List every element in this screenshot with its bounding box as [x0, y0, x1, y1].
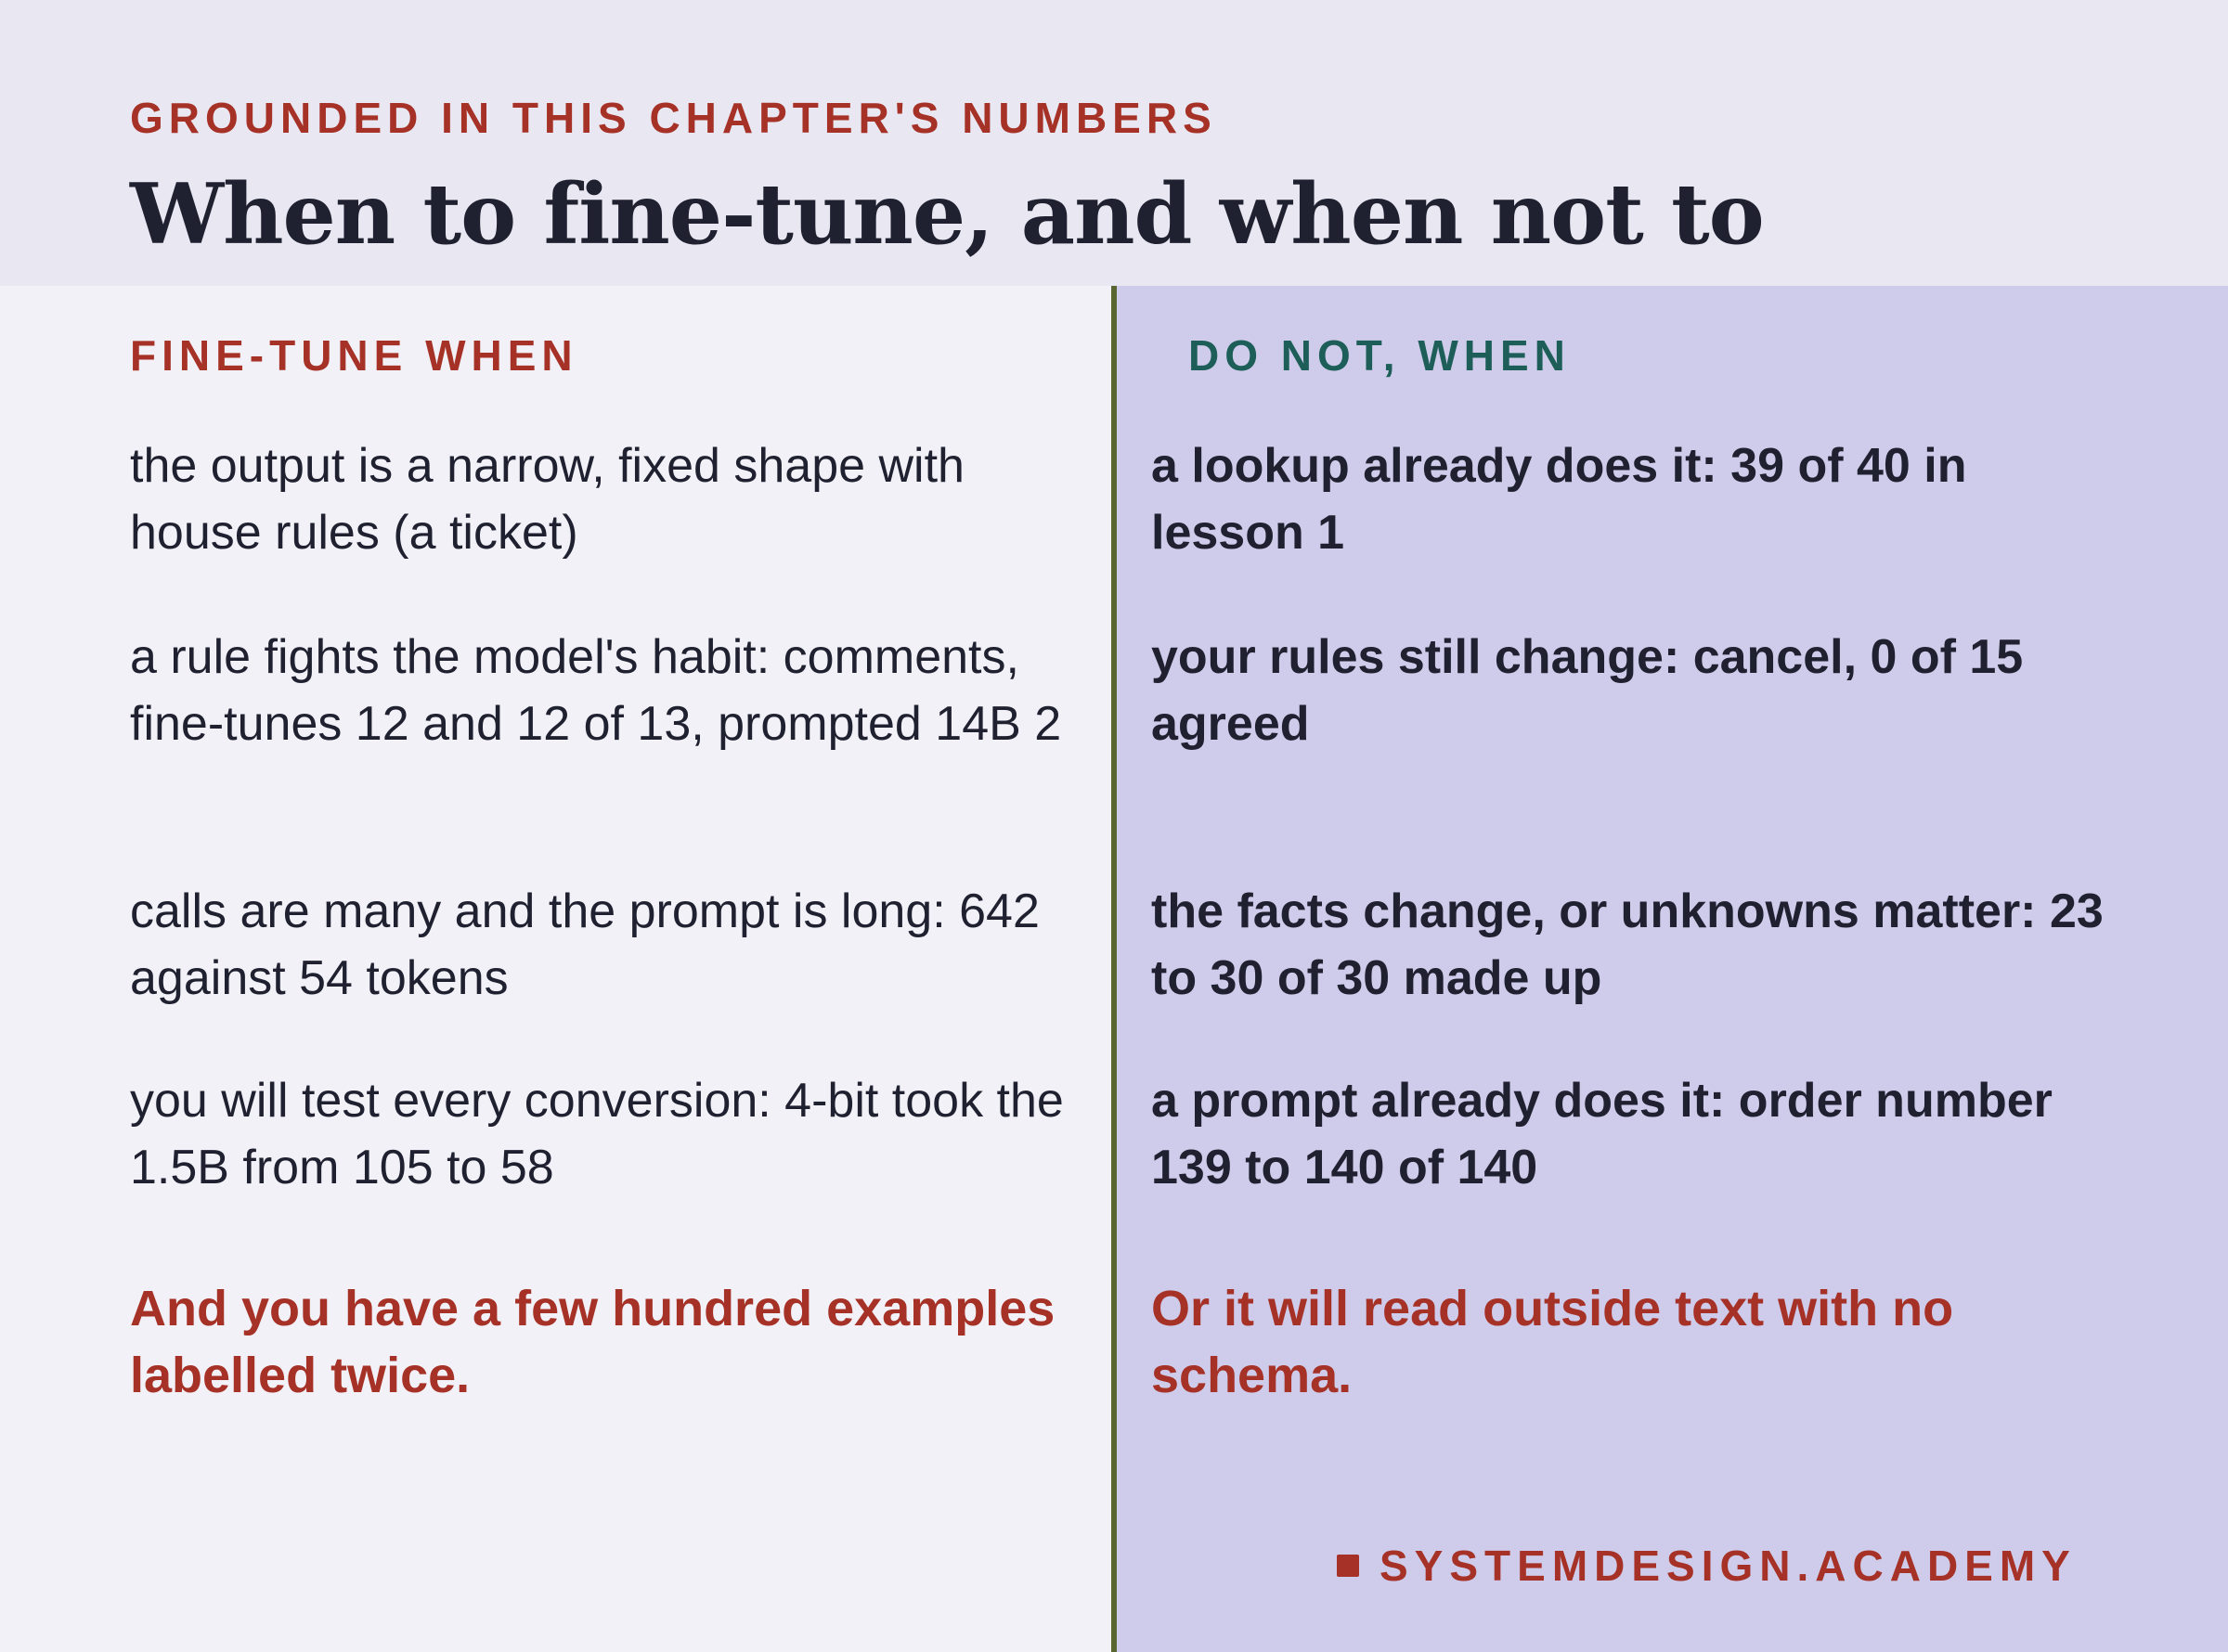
- page-title: When to fine-tune, and when not to: [130, 165, 1764, 264]
- brand-footer: [1337, 1541, 2077, 1591]
- fine-tune-item-4: you will test every conversion: 4-bit took the 1.5B from 105 to 58: [130, 1074, 1064, 1194]
- brand-label: SYSTEMDESIGN.ACADEMY: [1380, 1542, 2077, 1590]
- do-not-closing: Or it will read outside text with no schema.: [1151, 1281, 1954, 1403]
- eyebrow-label: GROUNDED IN THIS CHAPTER'S NUMBERS: [130, 94, 1217, 142]
- fine-tune-closing: And you have a few hundred examples labelled twice.: [130, 1281, 1056, 1403]
- fine-tune-item-1: the output is a narrow, fixed shape with house rules (a ticket): [130, 439, 965, 560]
- fine-tune-item-2: a rule fights the model's habit: comments, fine-tunes 12 and 12 of 13, prompted 14B 2: [130, 630, 1062, 751]
- do-not-item-4: a prompt already does it: order number 139 to 140 of 140: [1151, 1074, 2053, 1194]
- do-not-item-1: a lookup already does it: 39 of 40 in lesson 1: [1151, 439, 1967, 560]
- fine-tune-heading: FINE-TUNE WHEN: [130, 331, 578, 380]
- do-not-heading: DO NOT, WHEN: [1188, 331, 1571, 380]
- fine-tune-item-3: calls are many and the prompt is long: 642 against 54 tokens: [130, 884, 1040, 1005]
- square-icon: [1337, 1555, 1359, 1577]
- header-band: [0, 0, 2228, 286]
- do-not-item-3: the facts change, or unknowns matter: 23 to 30 of 30 made up: [1151, 884, 2104, 1005]
- do-not-item-2: your rules still change: cancel, 0 of 15 agreed: [1151, 630, 2024, 751]
